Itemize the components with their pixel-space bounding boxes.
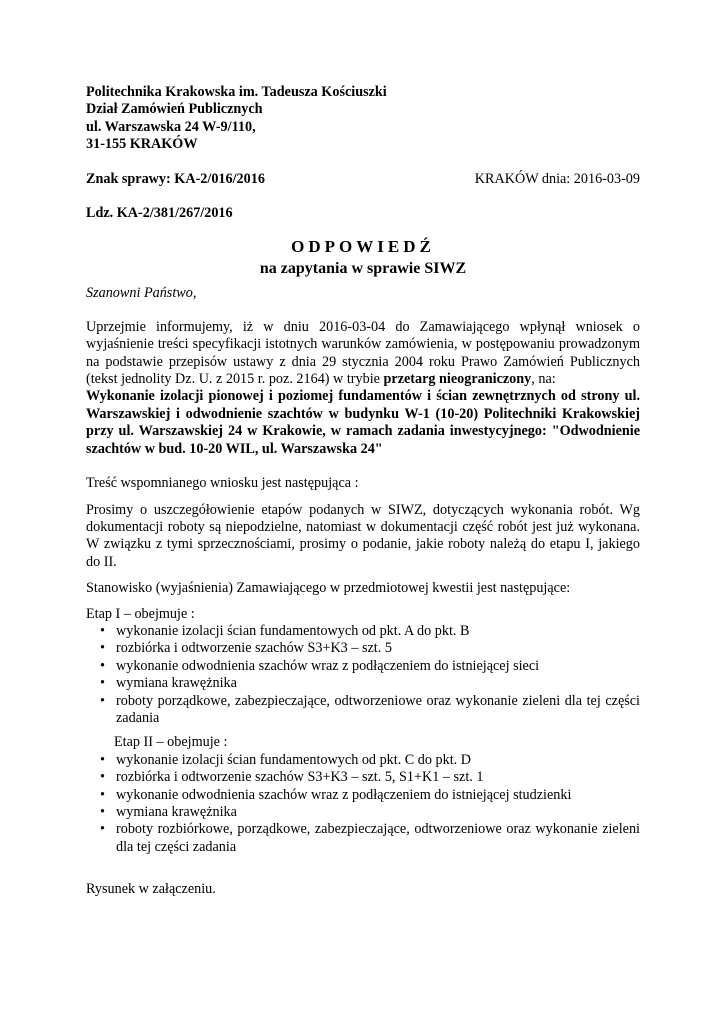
list-item: • wykonanie izolacji ścian fundamentowych od pkt. C do pkt. D [100,751,472,768]
bullet-icon: • [100,622,105,639]
list-item: • wykonanie odwodnienia szachów wraz z podłączeniem do istniejącej sieci [100,657,540,674]
bullet-icon: • [100,675,105,692]
case-number: Znak sprawy: KA-2/016/2016 [86,170,265,187]
list-item: • wykonanie izolacji ścian fundamentowych od pkt. A do pkt. B [100,622,470,639]
header-line: Politechnika Krakowska im. Tadeusza Kościuszki [86,84,387,100]
bullet-icon: • [100,751,105,768]
list-item: • wykonanie odwodnienia szachów wraz z podłączeniem do istniejącej studzienki [100,786,572,803]
list-item: • rozbiórka i odtworzenie szachów S3+K3 – szt. 5 [100,640,392,657]
etap2-list [86,752,640,856]
question-text: Prosimy o uszczegółowienie etapów podanych w SIWZ, dotyczących wykonania robót. Wg dokumentacji roboty są niepodzielne, natomiast w dokumentacji część robót jest już wykonana. W związku z tymi sprzecznościami, prosimy o podanie, jakie roboty należą do etapu I, jakiego do II. [86,501,640,570]
header-line: ul. Warszawska 24 W-9/110, [86,118,256,135]
bullet-icon: • [100,769,105,786]
document-subtitle: na zapytania w sprawie SIWZ [259,260,467,278]
list-item: • wymiana krawężnika [100,804,237,820]
question-intro: Treść wspomnianego wniosku jest następująca : [86,475,359,492]
intro-paragraph [86,319,640,389]
document-page [86,84,640,899]
list-item: • roboty porządkowe, zabezpieczające, odtworzeniowe oraz wykonanie zieleni dla tej części zadania [100,692,640,726]
closing-note: Rysunek w załączeniu. [86,881,216,898]
list-item: • roboty rozbiórkowe, porządkowe, zabezpieczające, odtworzeniowe oraz wykonanie zieleni dla tej części zadania [100,821,640,855]
answer-intro: Stanowisko (wyjaśnienia) Zamawiającego w przedmiotowej kwestii jest następujące: [86,580,571,597]
greeting: Szanowni Państwo, [86,285,197,302]
etap1-list [86,623,640,727]
document-date: KRAKÓW dnia: 2016-03-09 [474,170,640,187]
reference-row [86,171,640,188]
bullet-icon: • [100,692,105,709]
contract-subject: Wykonanie izolacji pionowej i poziomej fundamentów i ścian zewnętrznych od strony ul. Warszawskiej i odwodnienie szachtów w budynku W-1 (10-20) Politechniki Krakowskiej przy ul. Warszawskiej 24 w Krakowie, w ramach zadania inwestycyjnego: "Odwodnienie szachtów w bud. 10-20 WIL, ul. Warszawska 24" [86,388,640,457]
bullet-icon: • [100,657,105,674]
ldz-number: Ldz. KA-2/381/267/2016 [86,205,233,222]
intro-text: Uprzejmie informujemy, iż w dniu 2016-03-04 do Zamawiającego wpłynął wniosek o wyjaśnienie treści specyfikacji istotnych warunków zamówienia, w postępowaniu prowadzonym na podstawie przepisów ustawy z dnia 29 stycznia 2004 roku Prawo Zamówień Publicznych (tekst jednolity Dz. U. z 2015 r. poz. 2164) w trybie [86,318,640,388]
document-title: ODPOWIEDŹ [291,237,435,257]
bullet-icon: • [100,640,105,657]
bullet-icon: • [100,786,105,803]
etap2-heading: Etap II – obejmuje : [114,734,228,751]
etap1-heading: Etap I – obejmuje : [86,605,195,622]
header-line: Dział Zamówień Publicznych [86,101,263,118]
procedure-mode: przetarg nieograniczony [383,371,532,388]
bullet-icon: • [100,804,105,820]
list-item: • wymiana krawężnika [100,675,237,692]
list-item: • rozbiórka i odtworzenie szachów S3+K3 – szt. 5, S1+K1 – szt. 1 [100,769,484,786]
intro-text-end: , na: [531,371,556,388]
institution-header [86,84,640,154]
header-line: 31-155 KRAKÓW [86,136,198,153]
bullet-icon: • [100,821,105,838]
